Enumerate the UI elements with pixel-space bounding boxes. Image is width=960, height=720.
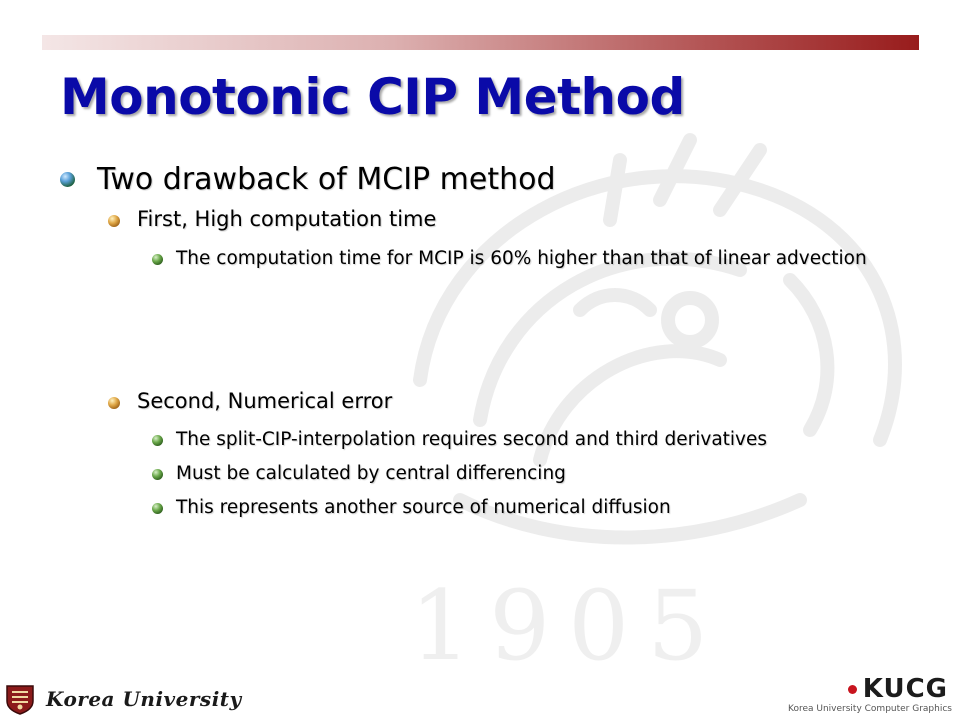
bullet-level1 bbox=[60, 162, 556, 197]
korea-university-wordmark: Korea University bbox=[46, 687, 242, 711]
kucg-logo bbox=[788, 674, 952, 714]
top-accent-bar bbox=[42, 35, 919, 50]
sphere-bullet-icon bbox=[152, 254, 163, 265]
korea-university-logo bbox=[4, 683, 242, 715]
bullet-first-heading-text: First, High computation time bbox=[137, 207, 437, 231]
kucg-subtitle: Korea University Computer Graphics bbox=[788, 704, 952, 714]
bullet-second-point-text: This represents another source of numerical diffusion bbox=[176, 497, 671, 518]
bullet-second-heading bbox=[108, 389, 392, 413]
bullet-second-point bbox=[152, 496, 896, 520]
bullet-first-point bbox=[152, 247, 896, 271]
sphere-bullet-icon bbox=[60, 172, 75, 187]
red-dot-icon bbox=[848, 685, 857, 694]
bullet-level1-text: Two drawback of MCIP method bbox=[97, 162, 556, 197]
bullet-second-point-text: Must be calculated by central differencing bbox=[176, 463, 566, 484]
bullet-second-point bbox=[152, 428, 896, 452]
sphere-bullet-icon bbox=[152, 435, 163, 446]
kucg-wordmark: KUCG bbox=[862, 674, 948, 704]
bullet-second-point-text: The split-CIP-interpolation requires second and third derivatives bbox=[176, 429, 768, 450]
slide-title: Monotonic CIP Method bbox=[60, 68, 685, 126]
watermark-year: 1905 bbox=[410, 570, 727, 682]
bullet-second-heading-text: Second, Numerical error bbox=[137, 389, 393, 413]
sphere-bullet-icon bbox=[152, 469, 163, 480]
sphere-bullet-icon bbox=[152, 503, 163, 514]
bullet-first-point-text: The computation time for MCIP is 60% higher than that of linear advection bbox=[176, 248, 867, 269]
bullet-second-point bbox=[152, 462, 896, 486]
university-crest-icon bbox=[4, 683, 36, 715]
bullet-first-heading bbox=[108, 207, 436, 231]
sphere-bullet-icon bbox=[108, 397, 120, 409]
sphere-bullet-icon bbox=[108, 215, 120, 227]
